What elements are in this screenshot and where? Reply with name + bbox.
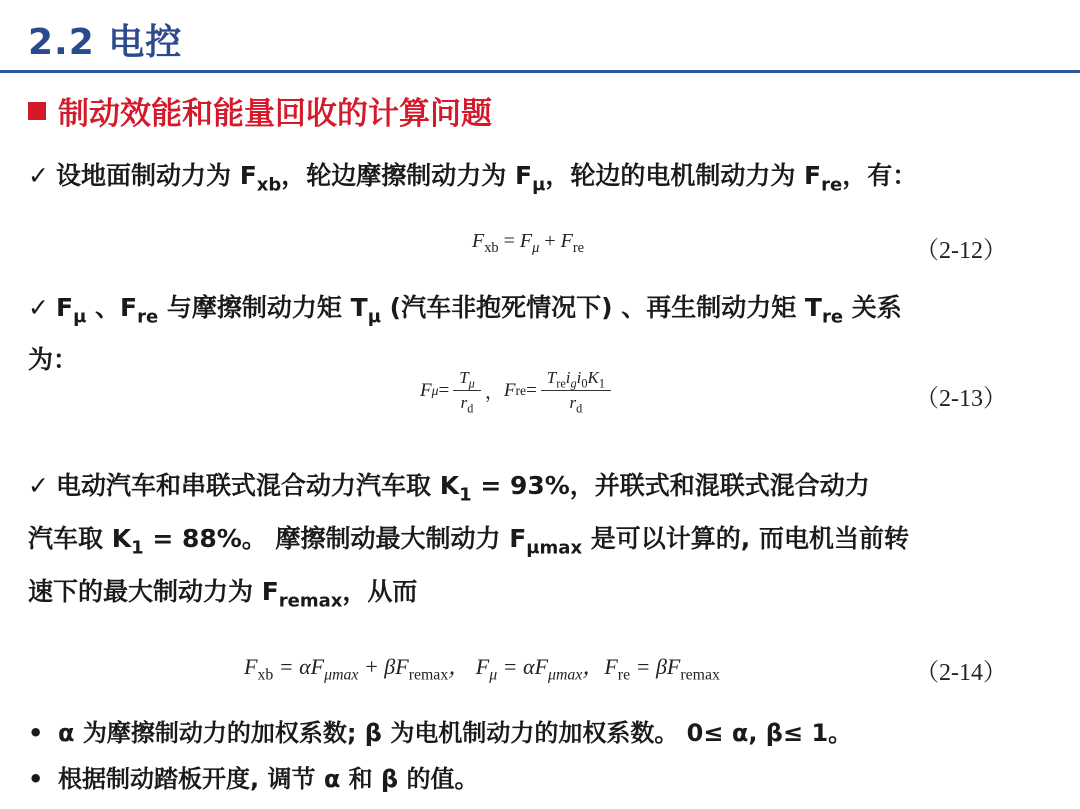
bullet-text: α 为摩擦制动力的加权系数; β 为电机制动力的加权系数。 0≤ α, β≤ 1。: [58, 719, 853, 747]
page-title: 2.2 电控: [28, 22, 183, 63]
fraction-torque-mu: $\frac{T_\mu}{r_d}$: [453, 368, 481, 413]
equation-2-12: $F_{xb} = F_\mu + F_{re}$: [472, 230, 585, 257]
statement-k1-row3: 速下的最大制动力为 $F_{remax}$，从而: [28, 577, 418, 612]
check-icon: ✓: [28, 293, 49, 322]
bullet-text: 根据制动踏板开度, 调节 α 和 β 的值。: [58, 765, 479, 793]
statement-k1-row1: ✓ 电动汽车和串联式混合动力汽车取 $K_1 = 93\%$，并联式和混联式混合动力: [28, 471, 870, 506]
statement-k1-row2: 汽车取 $K_1 = 88\%$。 摩擦制动最大制动力 $F_{\mu max}$ 是可以计算的, 而电机当前转: [28, 524, 909, 559]
statement-torque-relation-cont: 为：: [28, 345, 79, 374]
equation-number-2-13: （2-13）: [915, 386, 1007, 412]
equation-2-13: F μ = $\frac{T_\mu}{r_d}$ ， F re = $\frac{T_{re}i_gi_0K_1}{r_d}$: [420, 368, 615, 413]
equation-2-14: $F_{xb} = \alpha F_{\mu max} + \beta F_{remax}$， $F_\mu = \alpha F_{\mu max}$，$F_{re} = \beta F_{remax}$: [244, 654, 720, 684]
bullet-dot-icon: •: [28, 719, 44, 747]
equation-number-2-12: （2-12）: [915, 238, 1007, 264]
check-icon: ✓: [28, 161, 49, 190]
check-icon: ✓: [28, 471, 49, 500]
bullet-item: [28, 759, 479, 794]
fraction-torque-re: $\frac{T_{re}i_gi_0K_1}{r_d}$: [541, 368, 611, 413]
title-divider: [0, 70, 1080, 73]
bullet-item: [28, 713, 852, 748]
statement-forces: ✓ 设地面制动力为 $F_{xb}$，轮边摩擦制动力为 $F_\mu$，轮边的电机制动力为 $F_{re}$，有：: [28, 161, 918, 196]
bullet-dot-icon: •: [28, 765, 44, 793]
statement-torque-relation: ✓ $F_\mu$ 、$F_{re}$ 与摩擦制动力矩 $T_\mu$ (汽车非抱死情况下) 、再生制动力矩 $T_{re}$ 关系: [28, 293, 902, 328]
section-heading-text: 制动效能和能量回收的计算问题: [58, 96, 492, 132]
equation-number-2-14: （2-14）: [915, 660, 1007, 686]
square-bullet-icon: [28, 102, 46, 120]
section-heading: [28, 88, 492, 133]
